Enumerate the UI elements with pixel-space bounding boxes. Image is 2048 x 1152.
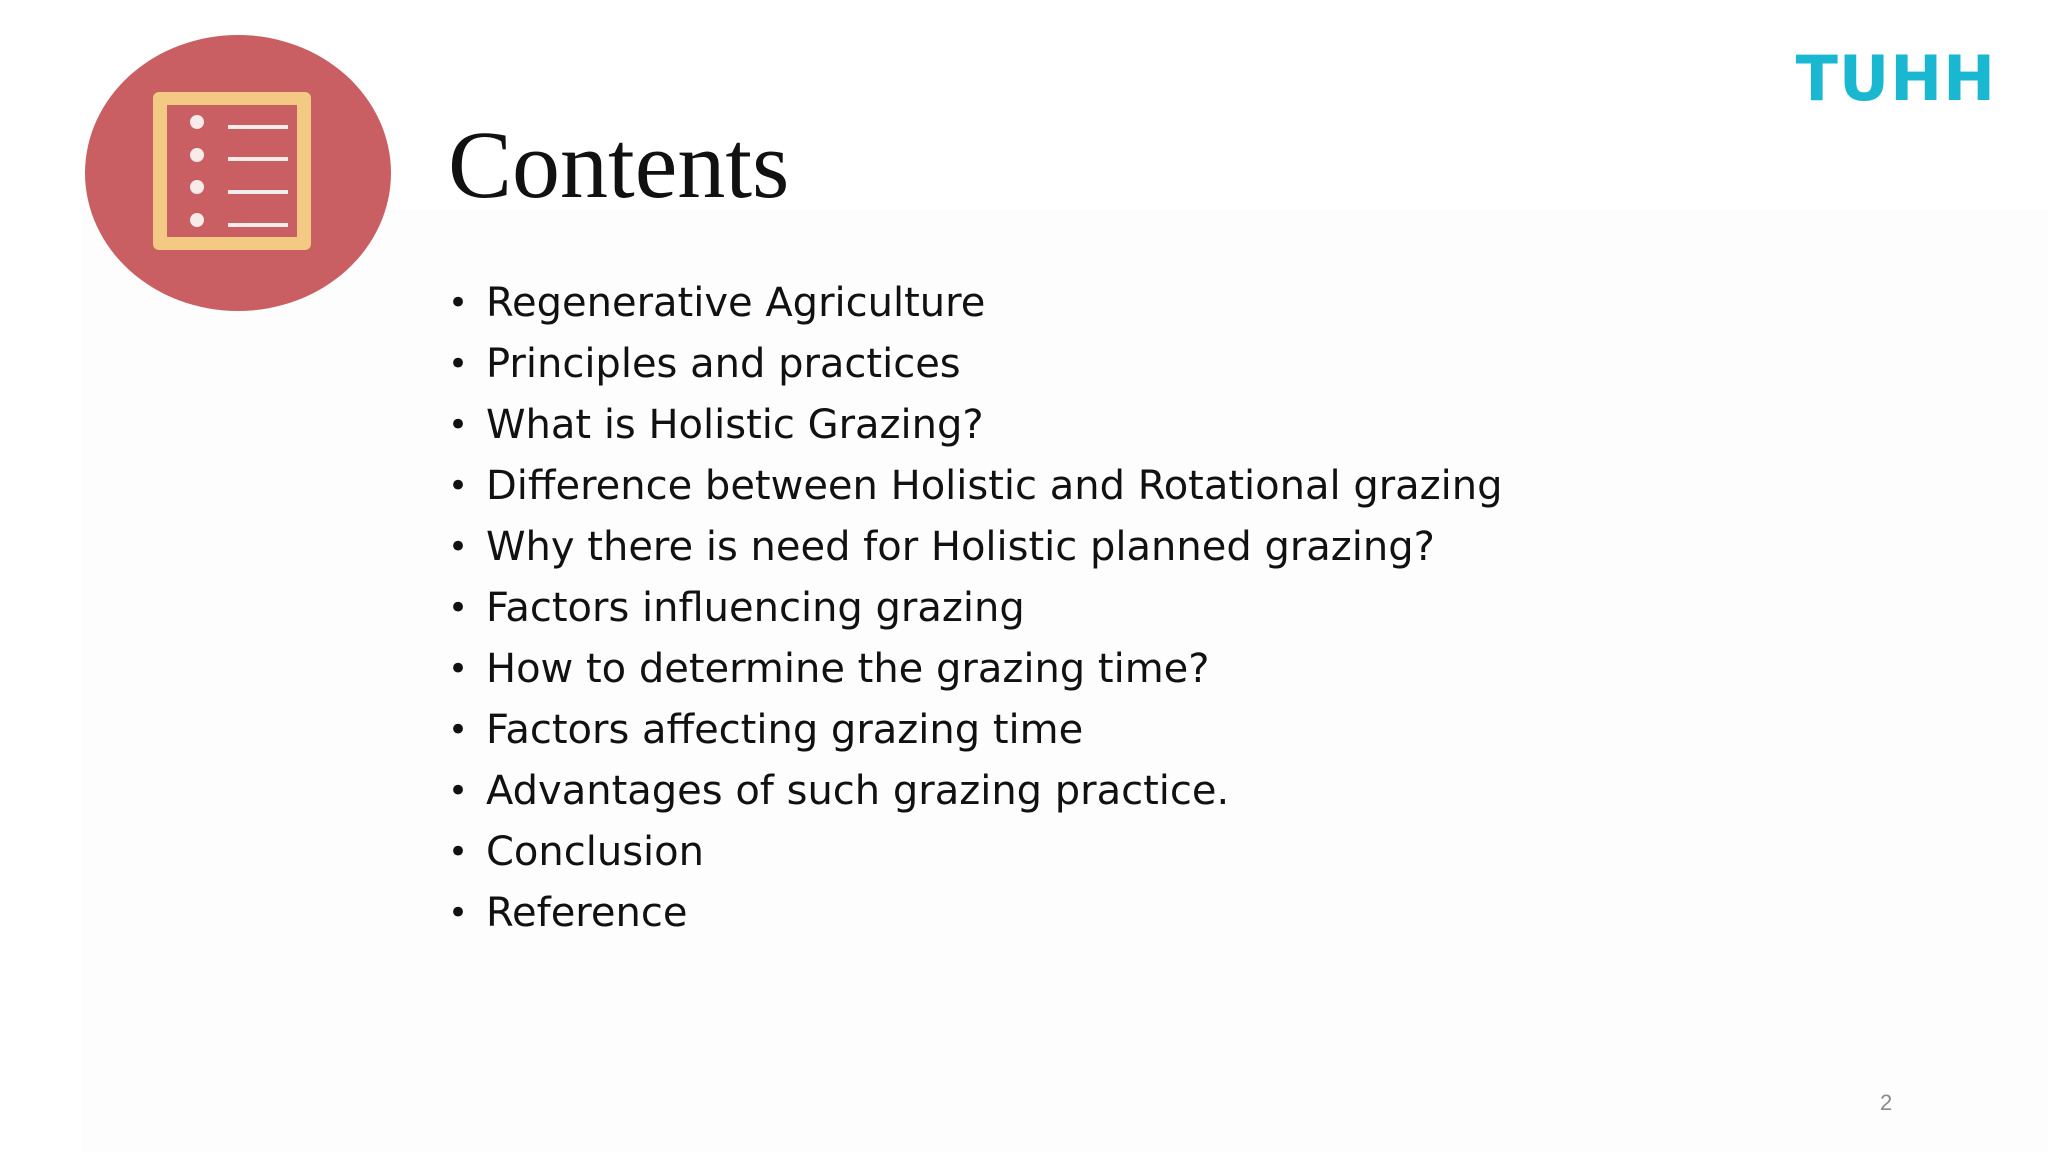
bullet-icon: •	[448, 892, 469, 933]
icon-dot	[190, 148, 204, 162]
list-item-text: Principles and practices	[486, 340, 961, 387]
list-item	[448, 638, 1503, 699]
list-item	[448, 882, 1503, 943]
list-item-text: Conclusion	[486, 828, 704, 875]
list-item	[448, 760, 1503, 821]
list-item-text: Factors affecting grazing time	[486, 706, 1084, 753]
page-number: 2	[1880, 1090, 1893, 1115]
tuhh-logo: TUHH	[1795, 42, 1996, 115]
list-item	[448, 333, 1503, 394]
list-item	[448, 272, 1503, 333]
list-icon	[85, 35, 395, 315]
list-item	[448, 394, 1503, 455]
icon-inner	[167, 105, 297, 237]
list-item	[448, 577, 1503, 638]
list-item	[448, 516, 1503, 577]
bullet-icon: •	[448, 831, 469, 872]
icon-dot	[190, 213, 204, 227]
list-item-text: Factors influencing grazing	[486, 584, 1025, 631]
list-item-text: Regenerative Agriculture	[486, 279, 986, 326]
list-item-text: Difference between Holistic and Rotational grazing	[486, 462, 1503, 509]
bullet-icon: •	[448, 343, 469, 384]
list-item	[448, 821, 1503, 882]
list-item-text: What is Holistic Grazing?	[486, 401, 984, 448]
icon-dot	[190, 115, 204, 129]
bullet-icon: •	[448, 709, 469, 750]
list-item-text: Why there is need for Holistic planned grazing?	[486, 523, 1435, 570]
bullet-icon: •	[448, 587, 469, 628]
icon-dot	[190, 180, 204, 194]
bullet-icon: •	[448, 465, 469, 506]
list-item	[448, 699, 1503, 760]
bullet-icon: •	[448, 404, 469, 445]
bullet-icon: •	[448, 770, 469, 811]
list-item	[448, 455, 1503, 516]
bullet-icon: •	[448, 526, 469, 567]
bullet-icon: •	[448, 282, 469, 323]
bullet-icon: •	[448, 648, 469, 689]
list-item-text: Reference	[486, 889, 688, 936]
slide-title: Contents	[448, 111, 790, 218]
contents-list	[448, 272, 1503, 943]
list-item-text: Advantages of such grazing practice.	[486, 767, 1230, 814]
list-item-text: How to determine the grazing time?	[486, 645, 1210, 692]
